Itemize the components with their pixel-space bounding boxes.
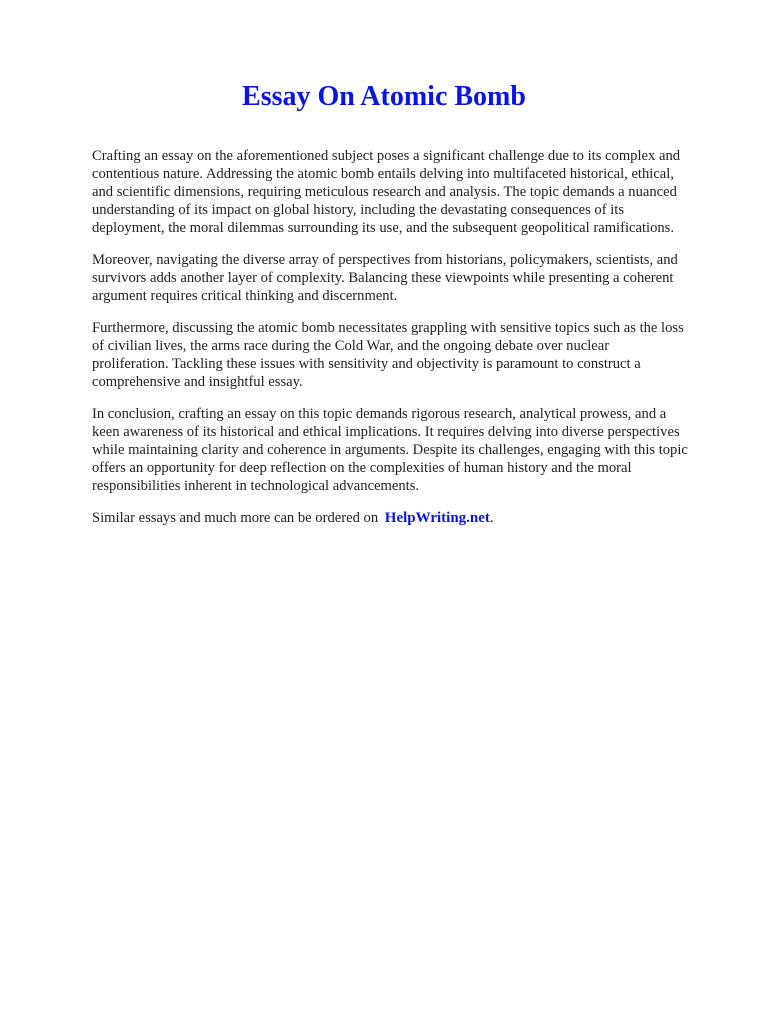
paragraph-4: In conclusion, crafting an essay on this topic demands rigorous research, analytical prowess, and a keen awareness of its historical and ethical implications. It requires delving into diverse perspectives while maintaining clarity and coherence in arguments. Despite its challenges, engaging with this topic offers an opportunity for deep reflection on the complexities of human history and the moral responsibilities inherent in technological advancements.: [92, 406, 688, 494]
order-note-period: .: [489, 510, 494, 526]
order-note: [92, 509, 732, 527]
helpwriting-link[interactable]: HelpWriting.net: [384, 510, 490, 526]
paragraph-1: Crafting an essay on the aforementioned subject poses a significant challenge due to its complex and contentious nature. Addressing the atomic bomb entails delving into multifaceted historical, ethical, and scientific dimensions, requiring meticulous research and analysis. The topic demands a nuanced understanding of its impact on global history, including the devastating consequences of its deployment, the moral dilemmas surrounding its use, and the subsequent geopolitical ramifications.: [92, 148, 681, 236]
paragraph-3: Furthermore, discussing the atomic bomb necessitates grappling with sensitive topics such as the loss of civilian lives, the arms race during the Cold War, and the ongoing debate over nuclear proliferation. Tackling these issues with sensitivity and objectivity is paramount to construct a comprehensive and insightful essay.: [92, 320, 684, 390]
page-title: Essay On Atomic Bomb: [242, 81, 526, 112]
order-note-text: Similar essays and much more can be ordered on: [92, 510, 379, 526]
paragraph-2: Moreover, navigating the diverse array of perspectives from historians, policymakers, scientists, and survivors adds another layer of complexity. Balancing these viewpoints while presenting a coherent argument requires critical thinking and discernment.: [92, 252, 678, 304]
essay-body: [92, 147, 732, 527]
